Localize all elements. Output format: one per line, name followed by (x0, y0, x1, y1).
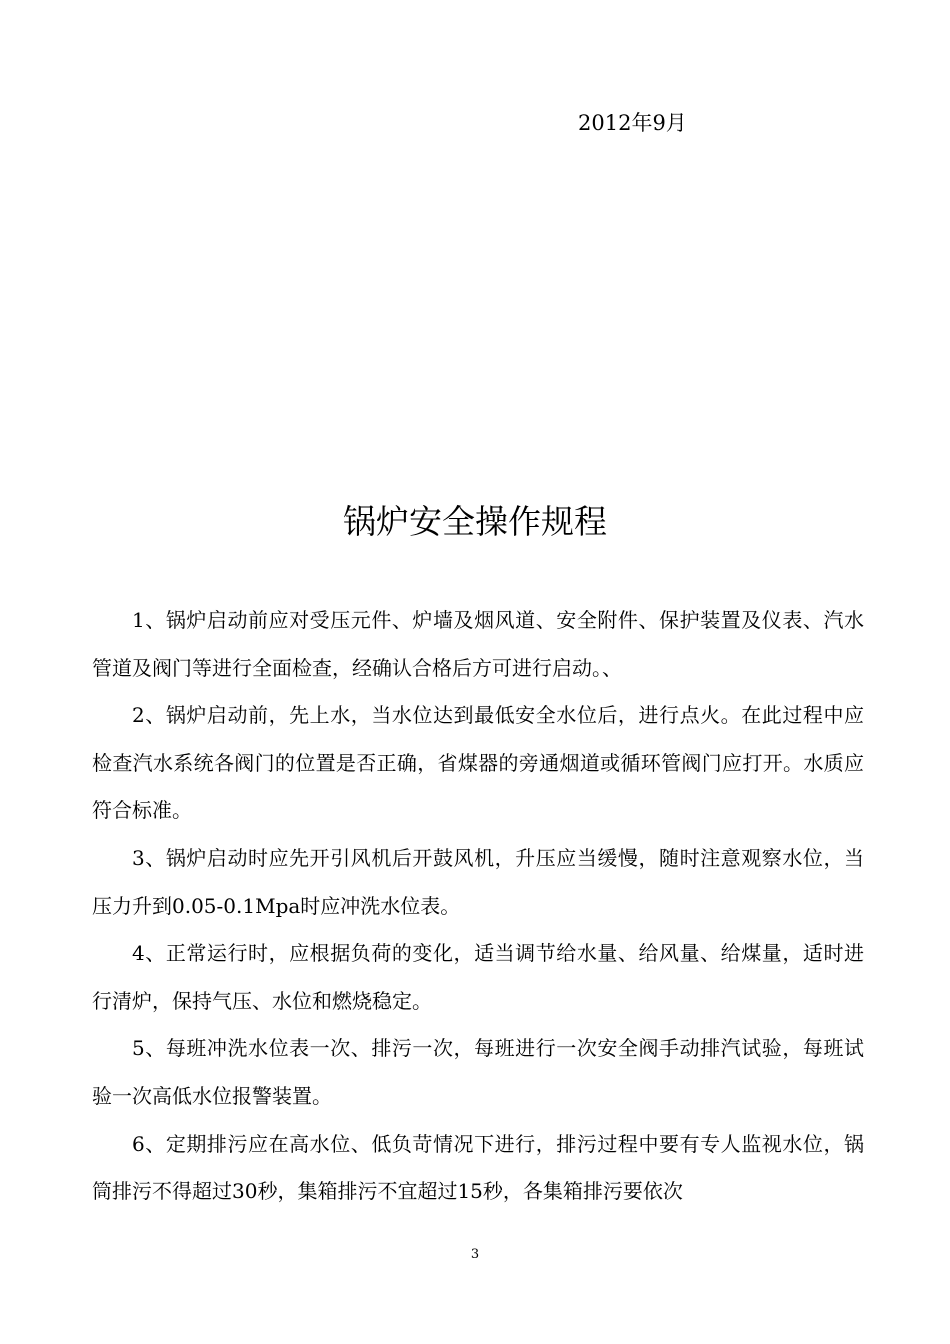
paragraph-6: 6、定期排污应在高水位、低负苛情况下进行，排污过程中要有专人监视水位，锅筒排污不得超过30秒，集箱排污不宜超过15秒，各集箱排污要依次 (92, 1131, 864, 1204)
paragraph-1: 1、锅炉启动前应对受压元件、炉墙及烟风道、安全附件、保护装置及仪表、汽水管道及阀门等进行全面检查，经确认合格后方可进行启动。、 (92, 608, 864, 680)
paragraph-5: 5、每班冲洗水位表一次、排污一次，每班进行一次安全阀手动排汽试验，每班试验一次高低水位报警装置。 (92, 1036, 864, 1108)
paragraph-3: 3、锅炉启动时应先开引风机后开鼓风机，升压应当缓慢，随时注意观察水位，当压力升到0.05-0.1Mpa时应冲洗水位表。 (92, 845, 864, 918)
paragraph-4: 4、正常运行时，应根据负荷的变化，适当调节给水量、给风量、给煤量，适时进行清炉，保持气压、水位和燃烧稳定。 (92, 941, 864, 1013)
document-date: 2012年9月 (578, 111, 687, 135)
document-title: 锅炉安全操作规程 (343, 502, 607, 541)
document-body (92, 597, 864, 1216)
paragraph-2: 2、锅炉启动前，先上水，当水位达到最低安全水位后，进行点火。在此过程中应检查汽水系统各阀门的位置是否正确，省煤器的旁通烟道或循环管阀门应打开。水质应符合标准。 (92, 703, 864, 823)
page-number: 3 (470, 1247, 480, 1262)
